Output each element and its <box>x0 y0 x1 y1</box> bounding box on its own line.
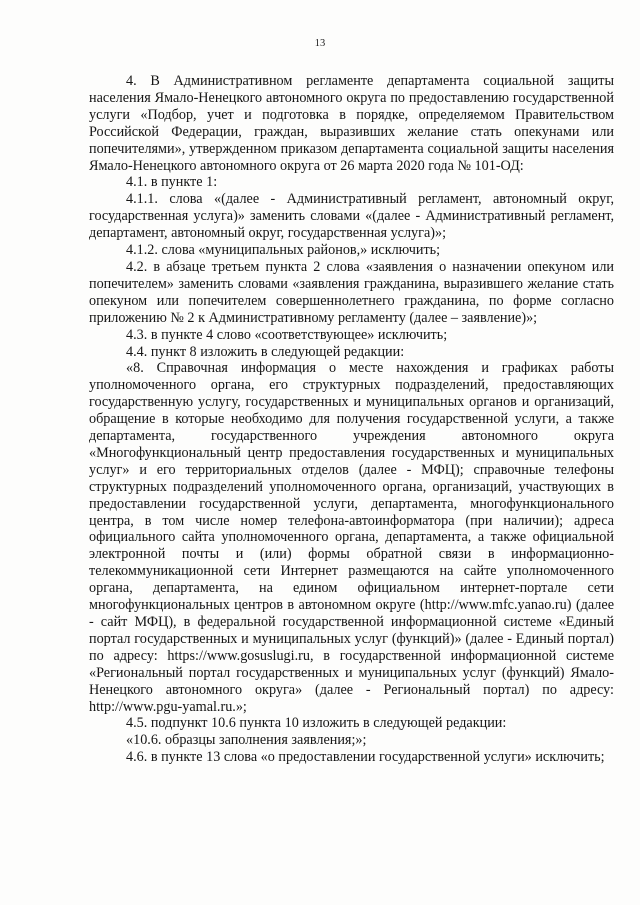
paragraph-4-1-2: 4.1.2. слова «муниципальных районов,» исключить; <box>126 242 441 259</box>
paragraph-10-6: «10.6. образцы заполнения заявления;»; <box>126 732 367 749</box>
paragraph-4-1-1: 4.1.1. слова «(далее - Административный регламент, автономный округ, государственная услуга)» заменить словами «(далее - Административный регламент, департамент, автономный округ, государственная услуга)»; <box>89 191 614 242</box>
paragraph-4-6: 4.6. в пункте 13 слова «о предоставлении государственной услуги» исключить; <box>126 749 605 766</box>
document-body <box>89 73 614 766</box>
paragraph-4-4: 4.4. пункт 8 изложить в следующей редакции: <box>126 343 405 360</box>
paragraph-4-3: 4.3. в пункте 4 слово «соответствующее» исключить; <box>126 326 448 343</box>
paragraph-4-2: 4.2. в абзаце третьем пункта 2 слова «заявления о назначении опекуном или попечителем» заменить словами «заявления гражданина, выразившего желание стать опекуном или попечителем совершеннолетнего гражданина, по форме согласно приложению № 2 к Административному регламенту (далее – заявление)»; <box>89 258 614 326</box>
paragraph-point-8: «8. Справочная информация о месте нахождения и графиках работы уполномоченного органа, его структурных подразделений, предоставляющих государственную услугу, государственных и муниципальных органов и организаций, обращение в которые необходимо для получения государственной услуги, а также департамента, государственного учреждения автономного округа «Многофункциональный центр предоставления государственных и муниципальных услуг» и его территориальных отделов (далее - МФЦ); справочные телефоны структурных подразделений уполномоченного органа, организаций, участвующих в предоставлении государственной услуги, департамента, многофункционального центра, в том числе номер телефона-автоинформатора (при наличии); адреса официального сайта уполномоченного органа, департамента, а также официальной электронной почты и (или) формы обратной связи в информационно-телекоммуникационной сети Интернет размещаются на сайте уполномоченного органа, департамента, на едином официальном интернет-портале сети многофункциональных центров в автономном округе (http://www.mfc.yanao.ru) (далее - сайт МФЦ), в федеральной государственной информационной системе «Единый портал государственных и муниципальных услуг (функций)» (далее - Единый портал) по адресу: https://www.gosuslugi.ru, в государственной информационной системе «Региональный портал государственных и муниципальных услуг (функций) Ямало-Ненецкого автономного округа» (далее - Региональный портал) по адресу: http://www.pgu-yamal.ru.»; <box>89 360 614 715</box>
paragraph-4-5: 4.5. подпункт 10.6 пункта 10 изложить в следующей редакции: <box>126 715 507 732</box>
page-number: 13 <box>314 38 326 49</box>
paragraph-4: 4. В Административном регламенте департамента социальной защиты населения Ямало-Ненецкого автономного округа по предоставлению государственной услуги «Подбор, учет и подготовка в порядке, определяемом Правительством Российской Федерации, граждан, выразивших желание стать опекунами или попечителями», утвержденном приказом департамента социальной защиты населения Ямало-Ненецкого автономного округа от 26 марта 2020 года № 101-ОД: <box>89 73 614 174</box>
paragraph-4-1: 4.1. в пункте 1: <box>126 174 218 191</box>
